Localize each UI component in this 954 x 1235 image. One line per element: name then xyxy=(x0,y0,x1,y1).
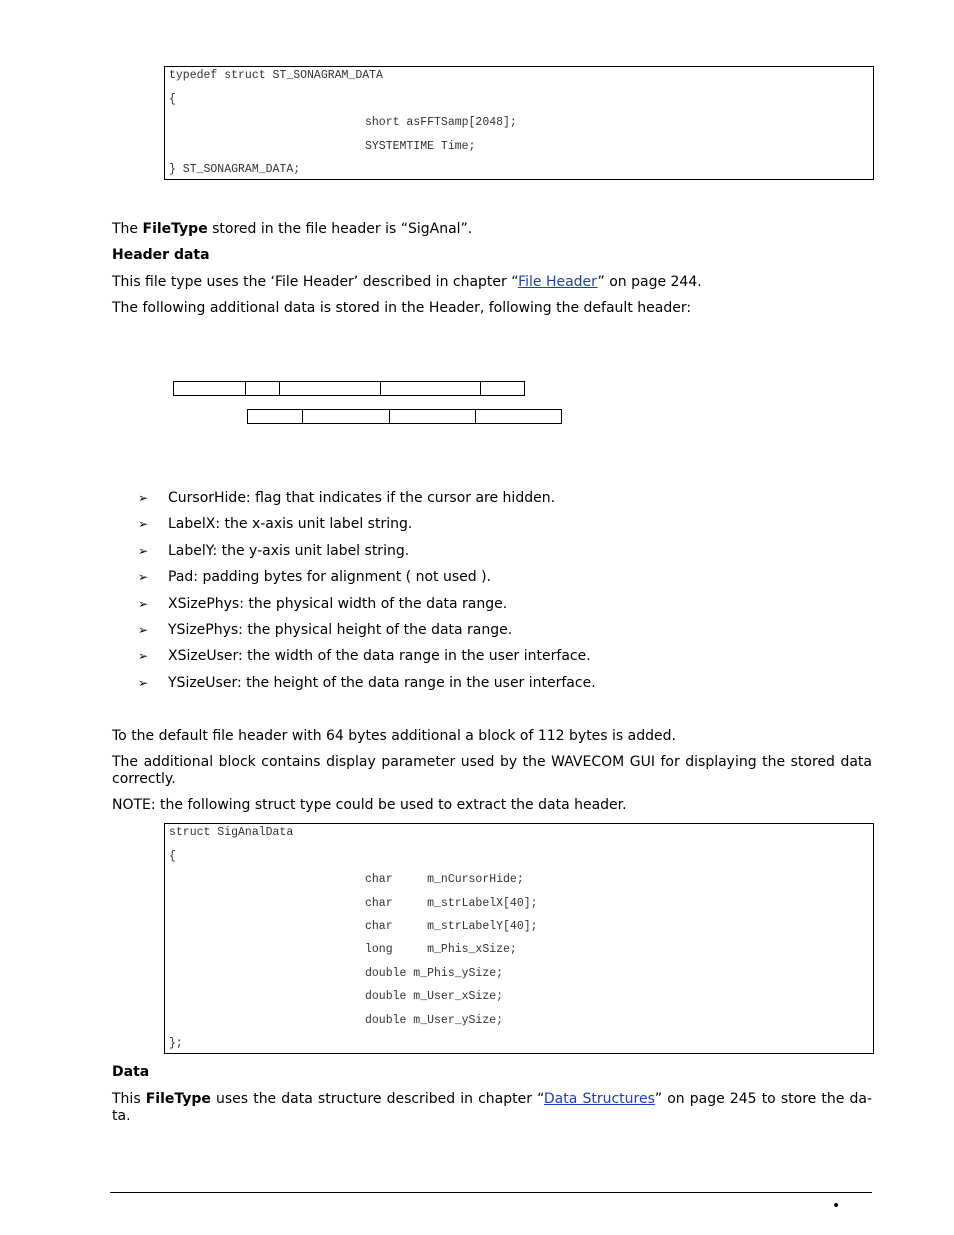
layout-cell xyxy=(480,381,525,396)
layout-cell xyxy=(380,381,481,396)
arrow-bullet-icon: ➢ xyxy=(138,491,149,505)
layout-cell xyxy=(247,409,303,424)
arrow-bullet-icon: ➢ xyxy=(138,517,149,531)
code-block-siganaldata xyxy=(164,823,874,1054)
layout-cell xyxy=(475,409,562,424)
code-line: char m_strLabelY[40]; xyxy=(365,920,538,933)
filetype-term: FileType xyxy=(145,1091,211,1107)
code-line: { xyxy=(169,850,176,863)
arrow-bullet-icon: ➢ xyxy=(138,570,149,584)
code-block-sonagram xyxy=(164,66,874,180)
layout-cell xyxy=(279,381,381,396)
filetype-term: FileType xyxy=(142,221,208,237)
arrow-bullet-icon: ➢ xyxy=(138,676,149,690)
list-item: ➢ YSizeUser: the height of the data range in the user interface. xyxy=(138,675,596,691)
list-item: ➢ LabelY: the y-axis unit label string. xyxy=(138,543,410,559)
block-size-paragraph: To the default file header with 64 bytes additional a block of 112 bytes is added. xyxy=(112,728,676,744)
code-line: long m_Phis_xSize; xyxy=(365,943,517,956)
filetype-paragraph: The FileType stored in the file header is “SigAnal”. xyxy=(112,221,473,237)
list-item: ➢ XSizeUser: the width of the data range in the user interface. xyxy=(138,648,591,664)
layout-cell xyxy=(173,381,246,396)
code-line: double m_Phis_ySize; xyxy=(365,967,504,980)
layout-cell xyxy=(302,409,390,424)
note-paragraph: NOTE: the following struct type could be used to extract the data header. xyxy=(112,797,627,813)
list-item: ➢ Pad: padding bytes for alignment ( not used ). xyxy=(138,569,492,585)
code-line: } ST_SONAGRAM_DATA; xyxy=(169,163,301,176)
code-line: struct SigAnalData xyxy=(169,826,294,839)
list-item: ➢ XSizePhys: the physical width of the data range. xyxy=(138,596,508,612)
layout-cell xyxy=(389,409,476,424)
list-item: ➢ YSizePhys: the physical height of the data range. xyxy=(138,622,513,638)
arrow-bullet-icon: ➢ xyxy=(138,623,149,637)
code-line: double m_User_xSize; xyxy=(365,990,504,1003)
file-header-paragraph: This file type uses the ‘File Header’ described in chapter “File Header” on page 244. xyxy=(112,274,702,290)
data-structures-link[interactable]: Data Structures xyxy=(543,1091,655,1107)
code-line: SYSTEMTIME Time; xyxy=(365,140,476,153)
additional-data-paragraph: The following additional data is stored in the Header, following the default header: xyxy=(112,300,692,316)
display-parameter-paragraph: The additional block contains display parameter used by the WAVECOM GUI for displaying the stored data correctly. xyxy=(112,754,872,787)
code-line: short asFFTSamp[2048]; xyxy=(365,116,517,129)
data-paragraph: This FileType uses the data structure described in chapter “Data Structures” on page 245 to store the da-ta. xyxy=(112,1091,872,1124)
header-data-heading: Header data xyxy=(112,247,210,263)
code-line: typedef struct ST_SONAGRAM_DATA xyxy=(169,69,383,82)
code-line: char m_nCursorHide; xyxy=(365,873,524,886)
file-header-link[interactable]: File Header xyxy=(518,274,598,290)
footer-bullet: • xyxy=(832,1198,841,1214)
arrow-bullet-icon: ➢ xyxy=(138,649,149,663)
data-heading: Data xyxy=(112,1064,150,1080)
code-line: char m_strLabelX[40]; xyxy=(365,897,538,910)
layout-cell xyxy=(245,381,280,396)
footer-rule xyxy=(110,1192,872,1193)
arrow-bullet-icon: ➢ xyxy=(138,597,149,611)
code-line: double m_User_ySize; xyxy=(365,1014,504,1027)
code-line: { xyxy=(169,93,176,106)
list-item: ➢ CursorHide: flag that indicates if the cursor are hidden. xyxy=(138,490,556,506)
code-line: }; xyxy=(169,1037,183,1050)
list-item: ➢ LabelX: the x-axis unit label string. xyxy=(138,516,413,532)
arrow-bullet-icon: ➢ xyxy=(138,544,149,558)
